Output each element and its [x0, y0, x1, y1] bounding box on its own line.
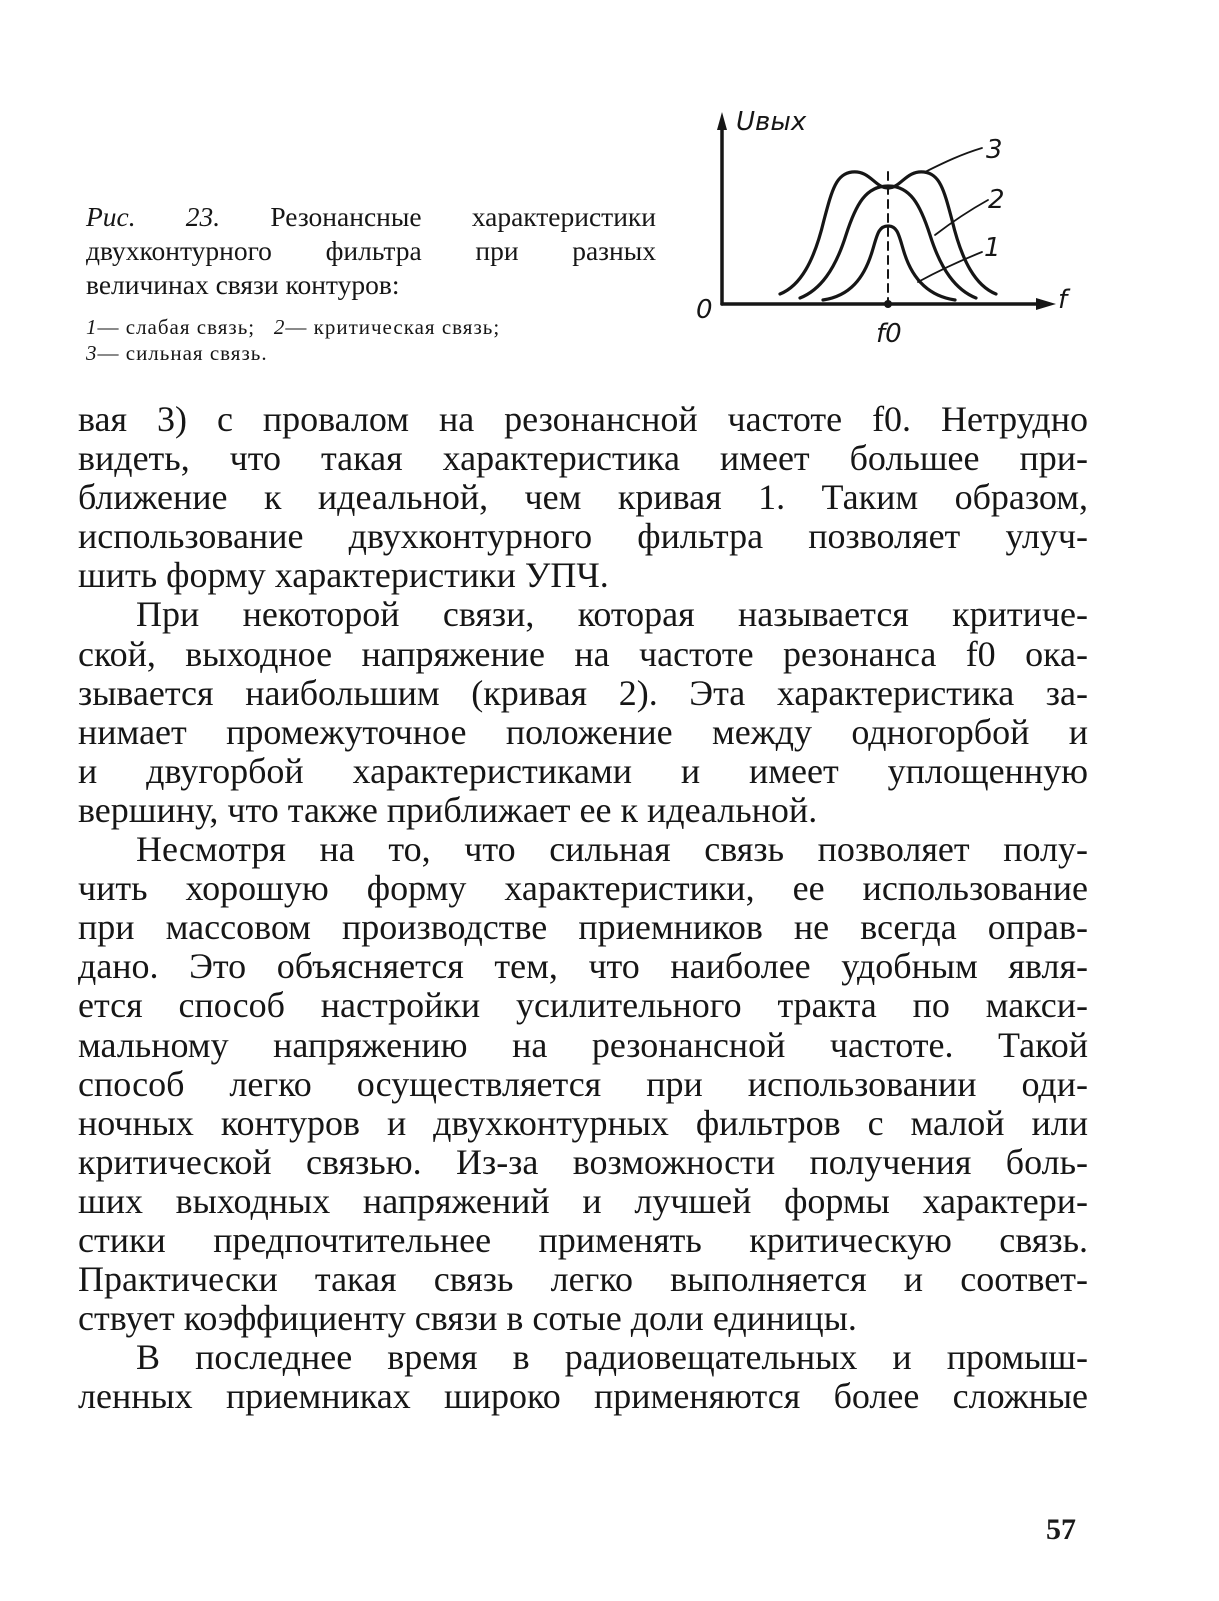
text-line: чить хорошую форму характеристики, ее использование [78, 868, 1088, 909]
page-number: 57 [1046, 1513, 1076, 1546]
y-axis-label: Uвых [736, 107, 807, 137]
legend-number: 3 [86, 341, 98, 365]
text-line: ближение к идеальной, чем кривая 1. Таким образом, [78, 477, 1088, 518]
text-line: ствует коэффициенту связи в сотые доли единицы. [78, 1298, 857, 1339]
figure-caption [86, 200, 656, 302]
caption-line: двухконтурного фильтра при разных [86, 235, 656, 266]
text-line: использование двухконтурного фильтра позволяет улуч- [78, 516, 1088, 557]
x-axis-label: f [1058, 285, 1068, 315]
caption-figure-number: Рис. 23. [86, 201, 221, 232]
body-text [78, 400, 1088, 1416]
text-line: способ легко осуществляется при использовании оди- [78, 1063, 1088, 1104]
text-line: Практически такая связь легко выполняется и соответ- [78, 1259, 1088, 1300]
text-line: ших выходных напряжений и лучшей формы характери- [78, 1180, 1088, 1221]
text-line: ночных контуров и двухконтурных фильтров с малой или [78, 1102, 1088, 1143]
text-line: видеть, что такая характеристика имеет большее при- [78, 438, 1088, 479]
text-line: Несмотря на то, что сильная связь позволяет полу- [136, 829, 1088, 870]
text-line: ленных приемниках широко применяются более сложные [78, 1376, 1088, 1417]
legend-line [86, 340, 656, 366]
legend-number: 2 [273, 315, 286, 339]
legend-text: — сильная связь. [97, 341, 268, 365]
figure-legend [86, 314, 656, 366]
text-line: мальному напряжению на резонансной частоте. Такой [78, 1024, 1088, 1065]
leader-line-3 [925, 148, 982, 172]
paragraph [78, 1338, 1088, 1416]
text-line: При некоторой связи, которая называется критиче- [136, 594, 1088, 635]
text-line: ется способ настройки усилительного тракта по макси- [78, 985, 1088, 1026]
text-line: ской, выходное напряжение на частоте резонанса f0 ока- [78, 633, 1088, 674]
origin-label: 0 [696, 295, 713, 325]
paragraph [78, 595, 1088, 830]
text-line: вершину, что также приближает ее к идеальной. [78, 789, 818, 830]
caption-line [86, 200, 656, 234]
curve-label-1: 1 [984, 233, 1001, 263]
y-axis-arrow [717, 112, 727, 130]
text-line: критической связью. Из-за возможности получения боль- [78, 1141, 1088, 1182]
text-line: зывается наибольшим (кривая 2). Эта характеристика за- [78, 672, 1088, 713]
text-line: стики предпочтительнее применять критическую связь. [78, 1219, 1088, 1260]
text-line: при массовом производстве приемников не всегда оправ- [78, 907, 1088, 948]
text-line: и двугорбой характеристиками и имеет уплощенную [78, 750, 1088, 791]
curve-label-2: 2 [988, 185, 1005, 215]
caption-line: величинах связи контуров: [86, 269, 400, 300]
text-line: дано. Это объясняется тем, что наиболее удобным явля- [78, 946, 1088, 987]
text-line: шить форму характеристики УПЧ. [78, 555, 609, 596]
leader-line-2 [935, 200, 988, 235]
legend-number: 1 [86, 315, 98, 339]
f0-point [884, 300, 892, 308]
paragraph [78, 400, 1088, 595]
text-line: вая 3) с провалом на резонансной частоте f0. Нетрудно [78, 399, 1088, 439]
f0-label: f0 [876, 319, 902, 349]
caption-title-text: Резонансные характеристики [270, 201, 656, 232]
legend-text: — слабая связь; [97, 315, 256, 339]
resonance-diagram [690, 100, 1090, 370]
legend-text: — критическая связь; [285, 315, 501, 339]
legend-line [86, 314, 656, 340]
curve-label-3: 3 [986, 135, 1003, 165]
paragraph [78, 830, 1088, 1338]
text-line: В последнее время в радиовещательных и промыш- [136, 1337, 1088, 1378]
x-axis-arrow [1036, 298, 1056, 310]
text-line: нимает промежуточное положение между одногорбой и [78, 711, 1088, 752]
